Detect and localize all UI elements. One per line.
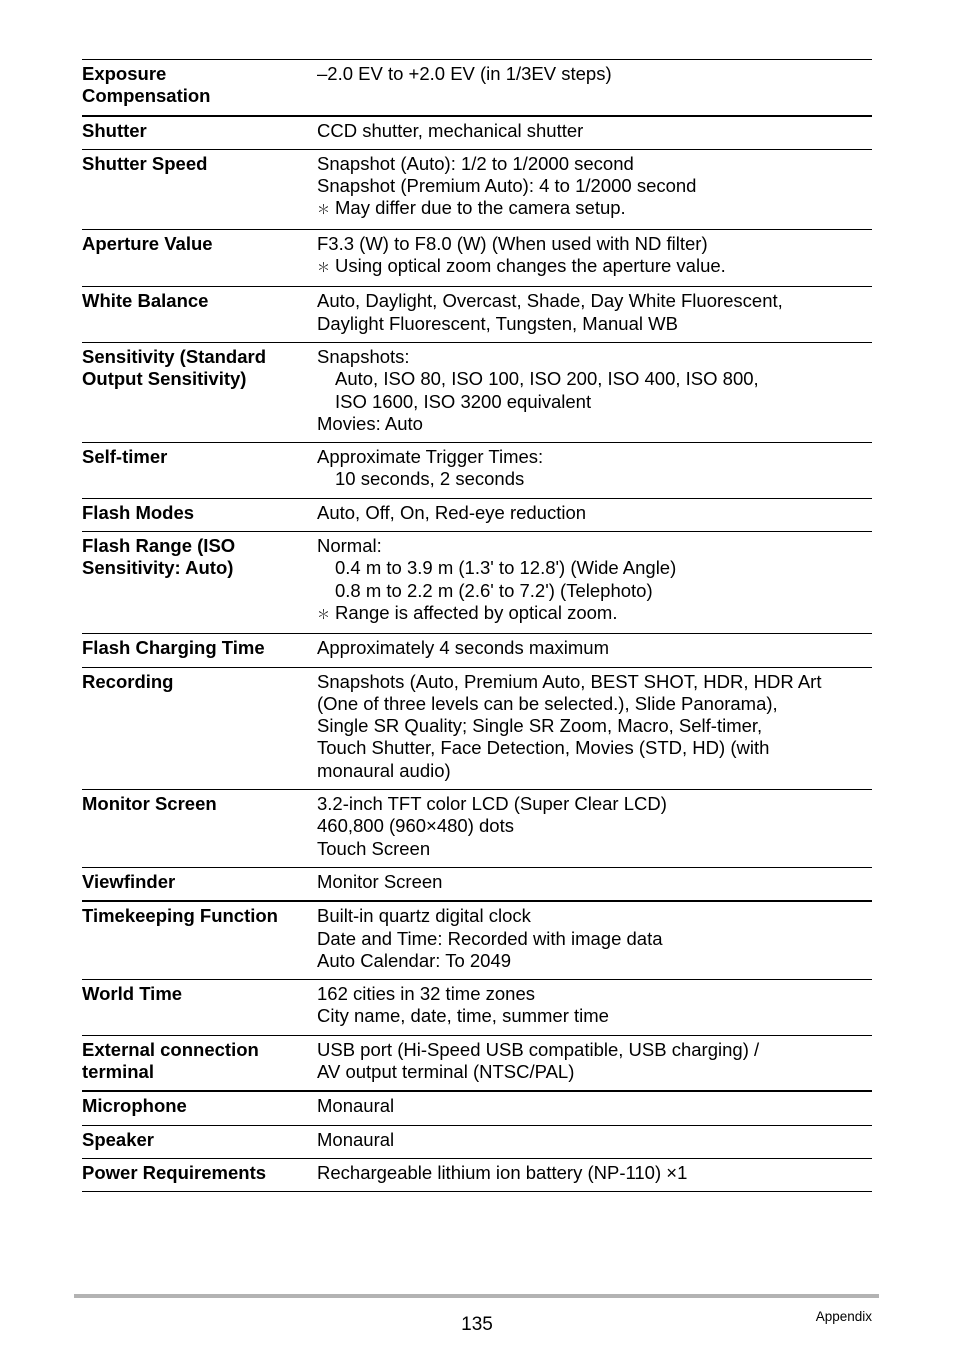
- spec-value-line: Approximately 4 seconds maximum: [317, 637, 609, 659]
- spec-value-line: monaural audio): [317, 759, 451, 781]
- footer-rule: [74, 1294, 879, 1298]
- spec-label: [82, 1091, 317, 1125]
- spec-label-line: Flash Charging Time: [82, 637, 265, 659]
- spec-value: [317, 667, 872, 789]
- spec-label-line: Shutter Speed: [82, 152, 208, 174]
- spec-label-line: Microphone: [82, 1095, 187, 1117]
- spec-label: [82, 342, 317, 442]
- spec-row: [82, 980, 872, 1036]
- spec-value: [317, 867, 872, 901]
- spec-row: [82, 116, 872, 150]
- page-number: 135: [461, 1314, 493, 1335]
- spec-value-line: Date and Time: Recorded with image data: [317, 927, 663, 949]
- spec-label: [82, 287, 317, 343]
- spec-value-line: Auto, Off, On, Red-eye reduction: [317, 501, 587, 523]
- spec-value-line: Snapshot (Premium Auto): 4 to 1/2000 second: [317, 175, 697, 197]
- spec-value: [317, 1035, 872, 1091]
- spec-value-line: Rechargeable lithium ion battery (NP-110) ×1: [317, 1161, 688, 1183]
- spec-label-line: Shutter: [82, 119, 147, 141]
- spec-note-line: ＊ Range is affected by optical zoom.: [317, 602, 872, 626]
- specifications-table: [82, 59, 872, 1192]
- spec-value-line: Normal:: [317, 535, 382, 557]
- spec-row: [82, 287, 872, 343]
- spec-value: [317, 443, 872, 499]
- spec-row: [82, 498, 872, 531]
- spec-value-line: ISO 1600, ISO 3200 equivalent: [335, 390, 592, 412]
- spec-label-line: Self-timer: [82, 446, 168, 468]
- spec-row: [82, 1158, 872, 1191]
- spec-label-line: Speaker: [82, 1128, 154, 1150]
- spec-row: [82, 443, 872, 499]
- spec-label: [82, 790, 317, 868]
- spec-value: [317, 229, 872, 287]
- spec-value-line: Auto Calendar: To 2049: [317, 949, 512, 971]
- spec-value-line: –2.0 EV to +2.0 EV (in 1/3EV steps): [317, 63, 612, 84]
- spec-value-line: Snapshots (Auto, Premium Auto, BEST SHOT, HDR, HDR Art: [317, 670, 822, 692]
- spec-value-line: 0.8 m to 2.2 m (2.6' to 7.2') (Telephoto): [335, 579, 653, 601]
- spec-value-line: (One of three levels can be selected.), Slide Panorama),: [317, 692, 778, 714]
- spec-value: [317, 287, 872, 343]
- spec-label: [82, 980, 317, 1036]
- spec-label-line: Sensitivity: Auto): [82, 557, 234, 579]
- spec-value-line: F3.3 (W) to F8.0 (W) (When used with ND filter): [317, 232, 708, 254]
- spec-row: [82, 532, 872, 634]
- spec-note-line: ＊ Using optical zoom changes the aperture value.: [317, 255, 872, 279]
- spec-row: [82, 667, 872, 789]
- spec-value-line: Approximate Trigger Times:: [317, 446, 544, 468]
- spec-label: [82, 667, 317, 789]
- spec-value-line: 3.2-inch TFT color LCD (Super Clear LCD): [317, 793, 667, 815]
- spec-value: [317, 980, 872, 1036]
- spec-value-line: Monaural: [317, 1095, 395, 1117]
- spec-value: [317, 498, 872, 531]
- spec-label-line: Output Sensitivity): [82, 368, 247, 390]
- spec-value-line: Built-in quartz digital clock: [317, 905, 531, 927]
- spec-value-line: Touch Shutter, Face Detection, Movies (STD, HD) (with: [317, 737, 770, 759]
- spec-row: [82, 1125, 872, 1158]
- spec-value-line: Single SR Quality; Single SR Zoom, Macro, Self-timer,: [317, 715, 763, 737]
- spec-value-line: City name, date, time, summer time: [317, 1005, 609, 1027]
- spec-value-line: Daylight Fluorescent, Tungsten, Manual WB: [317, 312, 678, 334]
- spec-value-line: Snapshots:: [317, 345, 410, 367]
- spec-value-line: 460,800 (960×480) dots: [317, 815, 514, 837]
- section-label: Appendix: [815, 1309, 872, 1324]
- spec-value-line: Monaural: [317, 1128, 395, 1150]
- spec-label-line: Flash Modes: [82, 501, 195, 523]
- spec-label: [82, 443, 317, 499]
- spec-value: [317, 901, 872, 979]
- spec-label-line: Power Requirements: [82, 1161, 267, 1183]
- spec-label-line: Monitor Screen: [82, 793, 217, 815]
- spec-row: [82, 60, 872, 116]
- spec-value: [317, 1091, 872, 1125]
- spec-value: [317, 60, 872, 116]
- spec-value-line: 162 cities in 32 time zones: [317, 983, 536, 1005]
- spec-row: [82, 149, 872, 229]
- spec-row: [82, 229, 872, 287]
- spec-label: [82, 116, 317, 150]
- spec-value: [317, 790, 872, 868]
- spec-row: [82, 867, 872, 901]
- spec-label: [82, 634, 317, 667]
- spec-row: [82, 634, 872, 667]
- spec-value-line: Snapshot (Auto): 1/2 to 1/2000 second: [317, 152, 634, 174]
- spec-value: [317, 532, 872, 634]
- spec-label: [82, 229, 317, 287]
- spec-label: [82, 149, 317, 229]
- spec-label-line: Compensation: [82, 85, 211, 107]
- spec-value-line: 10 seconds, 2 seconds: [335, 468, 525, 490]
- spec-label-line: Flash Range (ISO: [82, 535, 236, 557]
- spec-value-line: Movies: Auto: [317, 412, 423, 434]
- spec-label: [82, 1125, 317, 1158]
- spec-value-line: AV output terminal (NTSC/PAL): [317, 1060, 575, 1082]
- spec-row: [82, 1091, 872, 1125]
- spec-label-line: Viewfinder: [82, 870, 176, 892]
- spec-label: [82, 1035, 317, 1091]
- spec-value: [317, 116, 872, 150]
- spec-value-line: Auto, Daylight, Overcast, Shade, Day White Fluorescent,: [317, 290, 783, 312]
- spec-value-line: Auto, ISO 80, ISO 100, ISO 200, ISO 400, ISO 800,: [335, 368, 759, 390]
- spec-row: [82, 342, 872, 442]
- spec-row: [82, 901, 872, 979]
- spec-value: [317, 149, 872, 229]
- spec-label: [82, 867, 317, 901]
- spec-label: [82, 532, 317, 634]
- spec-row: [82, 790, 872, 868]
- spec-label-line: External connection: [82, 1038, 259, 1060]
- spec-value: [317, 1125, 872, 1158]
- spec-value: [317, 1158, 872, 1191]
- spec-value-line: USB port (Hi-Speed USB compatible, USB charging) /: [317, 1038, 760, 1060]
- spec-label: [82, 1158, 317, 1191]
- spec-value-line: Monitor Screen: [317, 870, 443, 892]
- spec-label-line: Timekeeping Function: [82, 905, 278, 927]
- spec-row: [82, 1035, 872, 1091]
- spec-value-line: CCD shutter, mechanical shutter: [317, 119, 584, 141]
- spec-label-line: White Balance: [82, 290, 209, 312]
- spec-label: [82, 498, 317, 531]
- spec-label-line: Sensitivity (Standard: [82, 345, 267, 367]
- spec-note-line: ＊ May differ due to the camera setup.: [317, 197, 872, 221]
- spec-label-line: World Time: [82, 983, 183, 1005]
- spec-value: [317, 342, 872, 442]
- spec-label: [82, 901, 317, 979]
- spec-value-line: 0.4 m to 3.9 m (1.3' to 12.8') (Wide Angle): [335, 557, 677, 579]
- spec-label: [82, 60, 317, 116]
- spec-label-line: Recording: [82, 670, 174, 692]
- spec-label-line: Exposure: [82, 63, 167, 84]
- spec-value: [317, 634, 872, 667]
- spec-label-line: terminal: [82, 1060, 154, 1082]
- spec-label-line: Aperture Value: [82, 232, 213, 254]
- spec-value-line: Touch Screen: [317, 837, 431, 859]
